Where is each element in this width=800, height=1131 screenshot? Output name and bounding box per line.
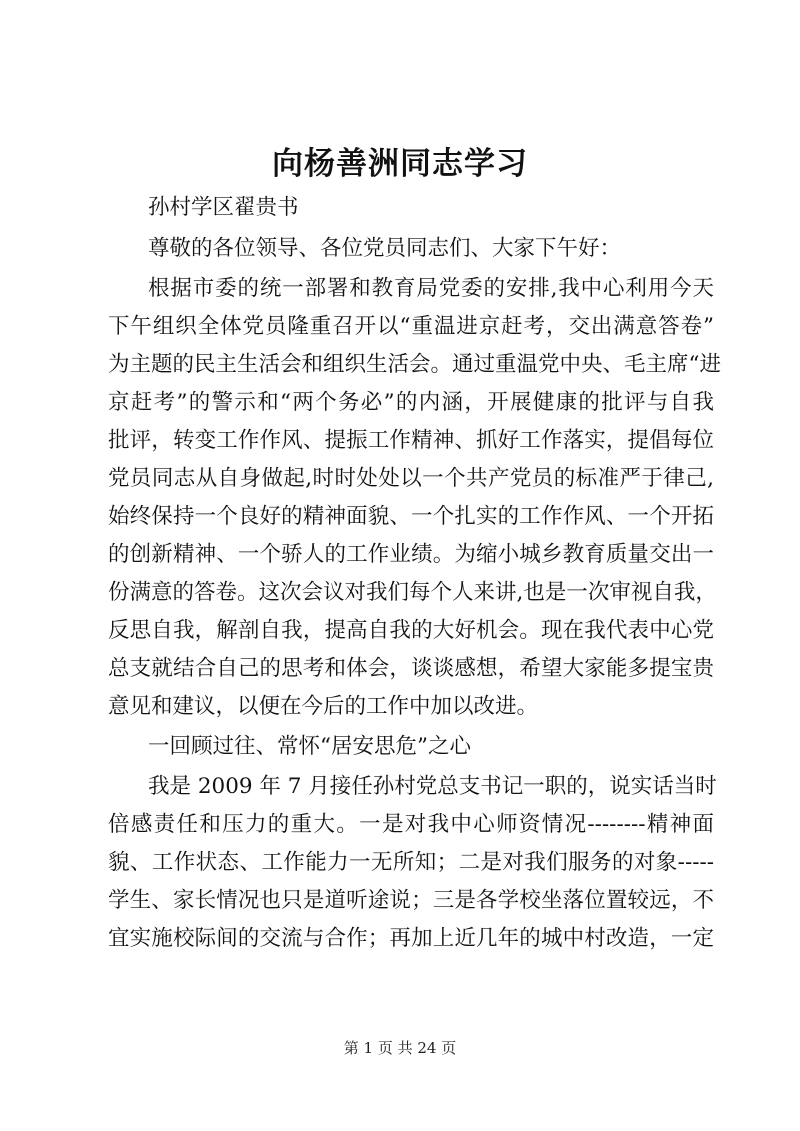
paragraph-line: 京赶考”的警示和“两个务必”的内涵，开展健康的批评与自我: [108, 390, 714, 415]
paragraph-line: 貌、工作状态、工作能力一无所知；二是对我们服务的对象-----: [108, 850, 714, 875]
author-line: 孙村学区翟贵书: [148, 195, 299, 220]
paragraph-line: 宜实施校际间的交流与合作；再加上近几年的城中村改造，一定: [108, 926, 714, 951]
paragraph-line: 意见和建议，以便在今后的工作中加以改进。: [108, 694, 539, 719]
document-title: 向杨善洲同志学习: [272, 146, 528, 182]
paragraph-line: 批评，转变工作作风、提振工作精神、抓好工作落实，提倡每位: [108, 428, 714, 453]
paragraph-line: 份满意的答卷。这次会议对我们每个人来讲,也是一次审视自我，: [108, 580, 717, 605]
paragraph-line: 始终保持一个良好的精神面貌、一个扎实的工作作风、一个开拓: [108, 504, 714, 529]
paragraph-line: 根据市委的统一部署和教育局党委的安排,我中心利用今天: [148, 276, 714, 301]
paragraph-line: 学生、家长情况也只是道听途说；三是各学校坐落位置较远，不: [108, 888, 714, 913]
paragraph-line: 我是 2009 年 7 月接任孙村党总支书记一职的，说实话当时: [148, 774, 717, 799]
paragraph-line: 下午组织全体党员隆重召开以“重温进京赶考，交出满意答卷”: [108, 314, 714, 339]
paragraph-line: 反思自我，解剖自我，提高自我的大好机会。现在我代表中心党: [108, 618, 714, 643]
page-footer: 第 1 页 共 24 页: [343, 1039, 457, 1057]
paragraph-line: 总支就结合自己的思考和体会，谈谈感想，希望大家能多提宝贵: [108, 656, 714, 681]
paragraph-line: 的创新精神、一个骄人的工作业绩。为缩小城乡教育质量交出一: [108, 542, 714, 567]
paragraph-line: 为主题的民主生活会和组织生活会。通过重温党中央、毛主席“进: [108, 352, 721, 377]
salutation: 尊敬的各位领导、各位党员同志们、大家下午好：: [148, 236, 622, 261]
paragraph-line: 党员同志从自身做起,时时处处以一个共产党员的标准严于律己,: [108, 466, 714, 491]
section-heading: 一回顾过往、常怀“居安思危”之心: [148, 734, 471, 759]
paragraph-line: 倍感责任和压力的重大。一是对我中心师资情况--------精神面: [108, 812, 714, 837]
